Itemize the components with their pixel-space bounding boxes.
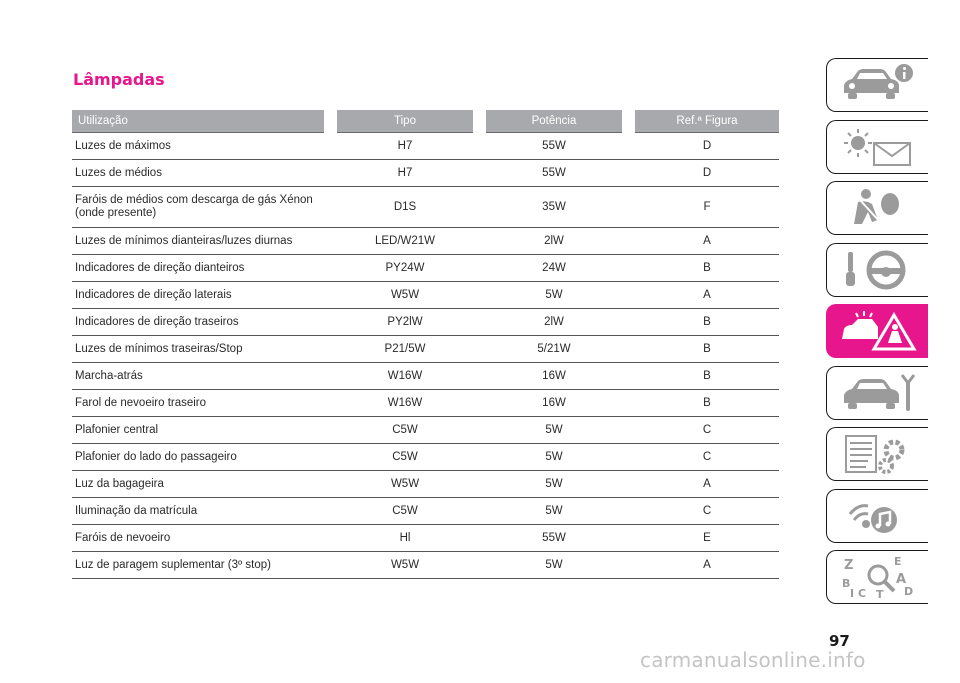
- cell-use: Plafonier do lado do passageiro: [72, 444, 324, 471]
- tab-maintenance[interactable]: [826, 366, 928, 420]
- column-header-type: Tipo: [337, 110, 473, 133]
- cell-ref: D: [635, 133, 779, 160]
- cell-use: Marcha-atrás: [72, 363, 324, 390]
- cell-ref: A: [635, 228, 779, 255]
- table-row: [72, 336, 779, 363]
- table-row: [72, 309, 779, 336]
- page-number: 97: [829, 632, 850, 650]
- table-row: [72, 471, 779, 498]
- cell-use: Luz de paragem suplementar (3º stop): [72, 552, 324, 579]
- cell-use: Luzes de mínimos dianteiras/luzes diurnas: [72, 228, 324, 255]
- chapter-tabs: [826, 58, 930, 612]
- page-title: Lâmpadas: [73, 70, 165, 89]
- index-letter: T: [875, 588, 884, 599]
- table-row: [72, 160, 779, 187]
- cell-power: 35W: [486, 187, 622, 228]
- cell-type: P21/5W: [337, 336, 473, 363]
- index-letter: D: [903, 585, 913, 598]
- cell-ref: D: [635, 160, 779, 187]
- cell-ref: F: [635, 187, 779, 228]
- tab-car-info[interactable]: [826, 58, 928, 112]
- cell-ref: A: [635, 552, 779, 579]
- tab-technical-data[interactable]: [826, 427, 928, 481]
- cell-type: C5W: [337, 417, 473, 444]
- cell-ref: C: [635, 444, 779, 471]
- tab-multimedia[interactable]: [826, 489, 928, 543]
- watermark: carmanualsonline.info: [640, 648, 866, 672]
- cell-type: W5W: [337, 552, 473, 579]
- cell-power: 16W: [486, 363, 622, 390]
- cell-type: D1S: [337, 187, 473, 228]
- cell-use: Indicadores de direção dianteiros: [72, 255, 324, 282]
- starting-driving-icon: [838, 248, 918, 292]
- safety-airbag-icon: [838, 186, 918, 230]
- cell-power: 5W: [486, 552, 622, 579]
- cell-power: 5/21W: [486, 336, 622, 363]
- cell-use: Faróis de nevoeiro: [72, 525, 324, 552]
- cell-type: PY24W: [337, 255, 473, 282]
- cell-use: Farol de nevoeiro traseiro: [72, 390, 324, 417]
- index-icon: [838, 555, 918, 599]
- cell-type: W16W: [337, 363, 473, 390]
- cell-ref: B: [635, 336, 779, 363]
- table-row: [72, 390, 779, 417]
- cell-ref: A: [635, 471, 779, 498]
- cell-ref: B: [635, 255, 779, 282]
- cell-ref: C: [635, 498, 779, 525]
- table-row: [72, 187, 779, 228]
- car-info-icon: [838, 63, 918, 107]
- cell-use: Plafonier central: [72, 417, 324, 444]
- table-row: [72, 133, 779, 160]
- cell-use: Luzes de médios: [72, 160, 324, 187]
- tab-starting-driving[interactable]: [826, 243, 928, 297]
- tab-index[interactable]: [826, 550, 928, 604]
- cell-ref: E: [635, 525, 779, 552]
- cell-power: 5W: [486, 282, 622, 309]
- cell-type: Hl: [337, 525, 473, 552]
- cell-type: PY2lW: [337, 309, 473, 336]
- table-row: [72, 417, 779, 444]
- cell-type: W16W: [337, 390, 473, 417]
- cell-power: 5W: [486, 444, 622, 471]
- cell-power: 55W: [486, 133, 622, 160]
- index-letter: A: [895, 572, 906, 587]
- cell-use: Faróis de médios com descarga de gás Xénon (onde presente): [72, 187, 324, 228]
- cell-type: H7: [337, 160, 473, 187]
- table-row: [72, 498, 779, 525]
- cell-use: Luz da bagageira: [72, 471, 324, 498]
- index-letter: C: [857, 587, 866, 599]
- cell-use: Luzes de mínimos traseiras/Stop: [72, 336, 324, 363]
- technical-data-icon: [838, 432, 918, 476]
- cell-power: 16W: [486, 390, 622, 417]
- emergency-icon: [838, 309, 918, 353]
- cell-power: 2lW: [486, 309, 622, 336]
- table-row: [72, 363, 779, 390]
- cell-type: H7: [337, 133, 473, 160]
- index-letter: E: [893, 555, 902, 568]
- index-letter: I: [849, 587, 854, 599]
- cell-ref: B: [635, 390, 779, 417]
- tab-warning-lights[interactable]: [826, 120, 928, 174]
- index-letter: Z: [843, 558, 853, 573]
- cell-ref: A: [635, 282, 779, 309]
- cell-use: Indicadores de direção laterais: [72, 282, 324, 309]
- cell-power: 55W: [486, 525, 622, 552]
- cell-use: Luzes de máximos: [72, 133, 324, 160]
- cell-ref: B: [635, 363, 779, 390]
- cell-ref: C: [635, 417, 779, 444]
- cell-power: 2lW: [486, 228, 622, 255]
- cell-type: C5W: [337, 498, 473, 525]
- cell-use: Iluminação da matrícula: [72, 498, 324, 525]
- index-letter: B: [841, 577, 850, 590]
- tab-safety[interactable]: [826, 181, 928, 235]
- cell-use: Indicadores de direção traseiros: [72, 309, 324, 336]
- cell-power: 5W: [486, 498, 622, 525]
- cell-type: W5W: [337, 471, 473, 498]
- table-row: [72, 552, 779, 579]
- table-row: [72, 525, 779, 552]
- column-header-power: Potência: [486, 110, 622, 133]
- cell-type: LED/W21W: [337, 228, 473, 255]
- lamps-table: [72, 110, 779, 579]
- table-row: [72, 282, 779, 309]
- table-row: [72, 444, 779, 471]
- cell-power: 55W: [486, 160, 622, 187]
- cell-power: 24W: [486, 255, 622, 282]
- cell-ref: B: [635, 309, 779, 336]
- cell-type: W5W: [337, 282, 473, 309]
- warning-lights-icon: [838, 125, 918, 169]
- tab-emergency[interactable]: [826, 304, 928, 358]
- multimedia-icon: [838, 494, 918, 538]
- table-header-row: [72, 110, 779, 133]
- table-row: [72, 228, 779, 255]
- column-header-ref: Ref.ª Figura: [635, 110, 779, 133]
- column-header-use: Utilização: [72, 110, 324, 133]
- cell-type: C5W: [337, 444, 473, 471]
- cell-power: 5W: [486, 417, 622, 444]
- maintenance-icon: [838, 371, 918, 415]
- table-row: [72, 255, 779, 282]
- cell-power: 5W: [486, 471, 622, 498]
